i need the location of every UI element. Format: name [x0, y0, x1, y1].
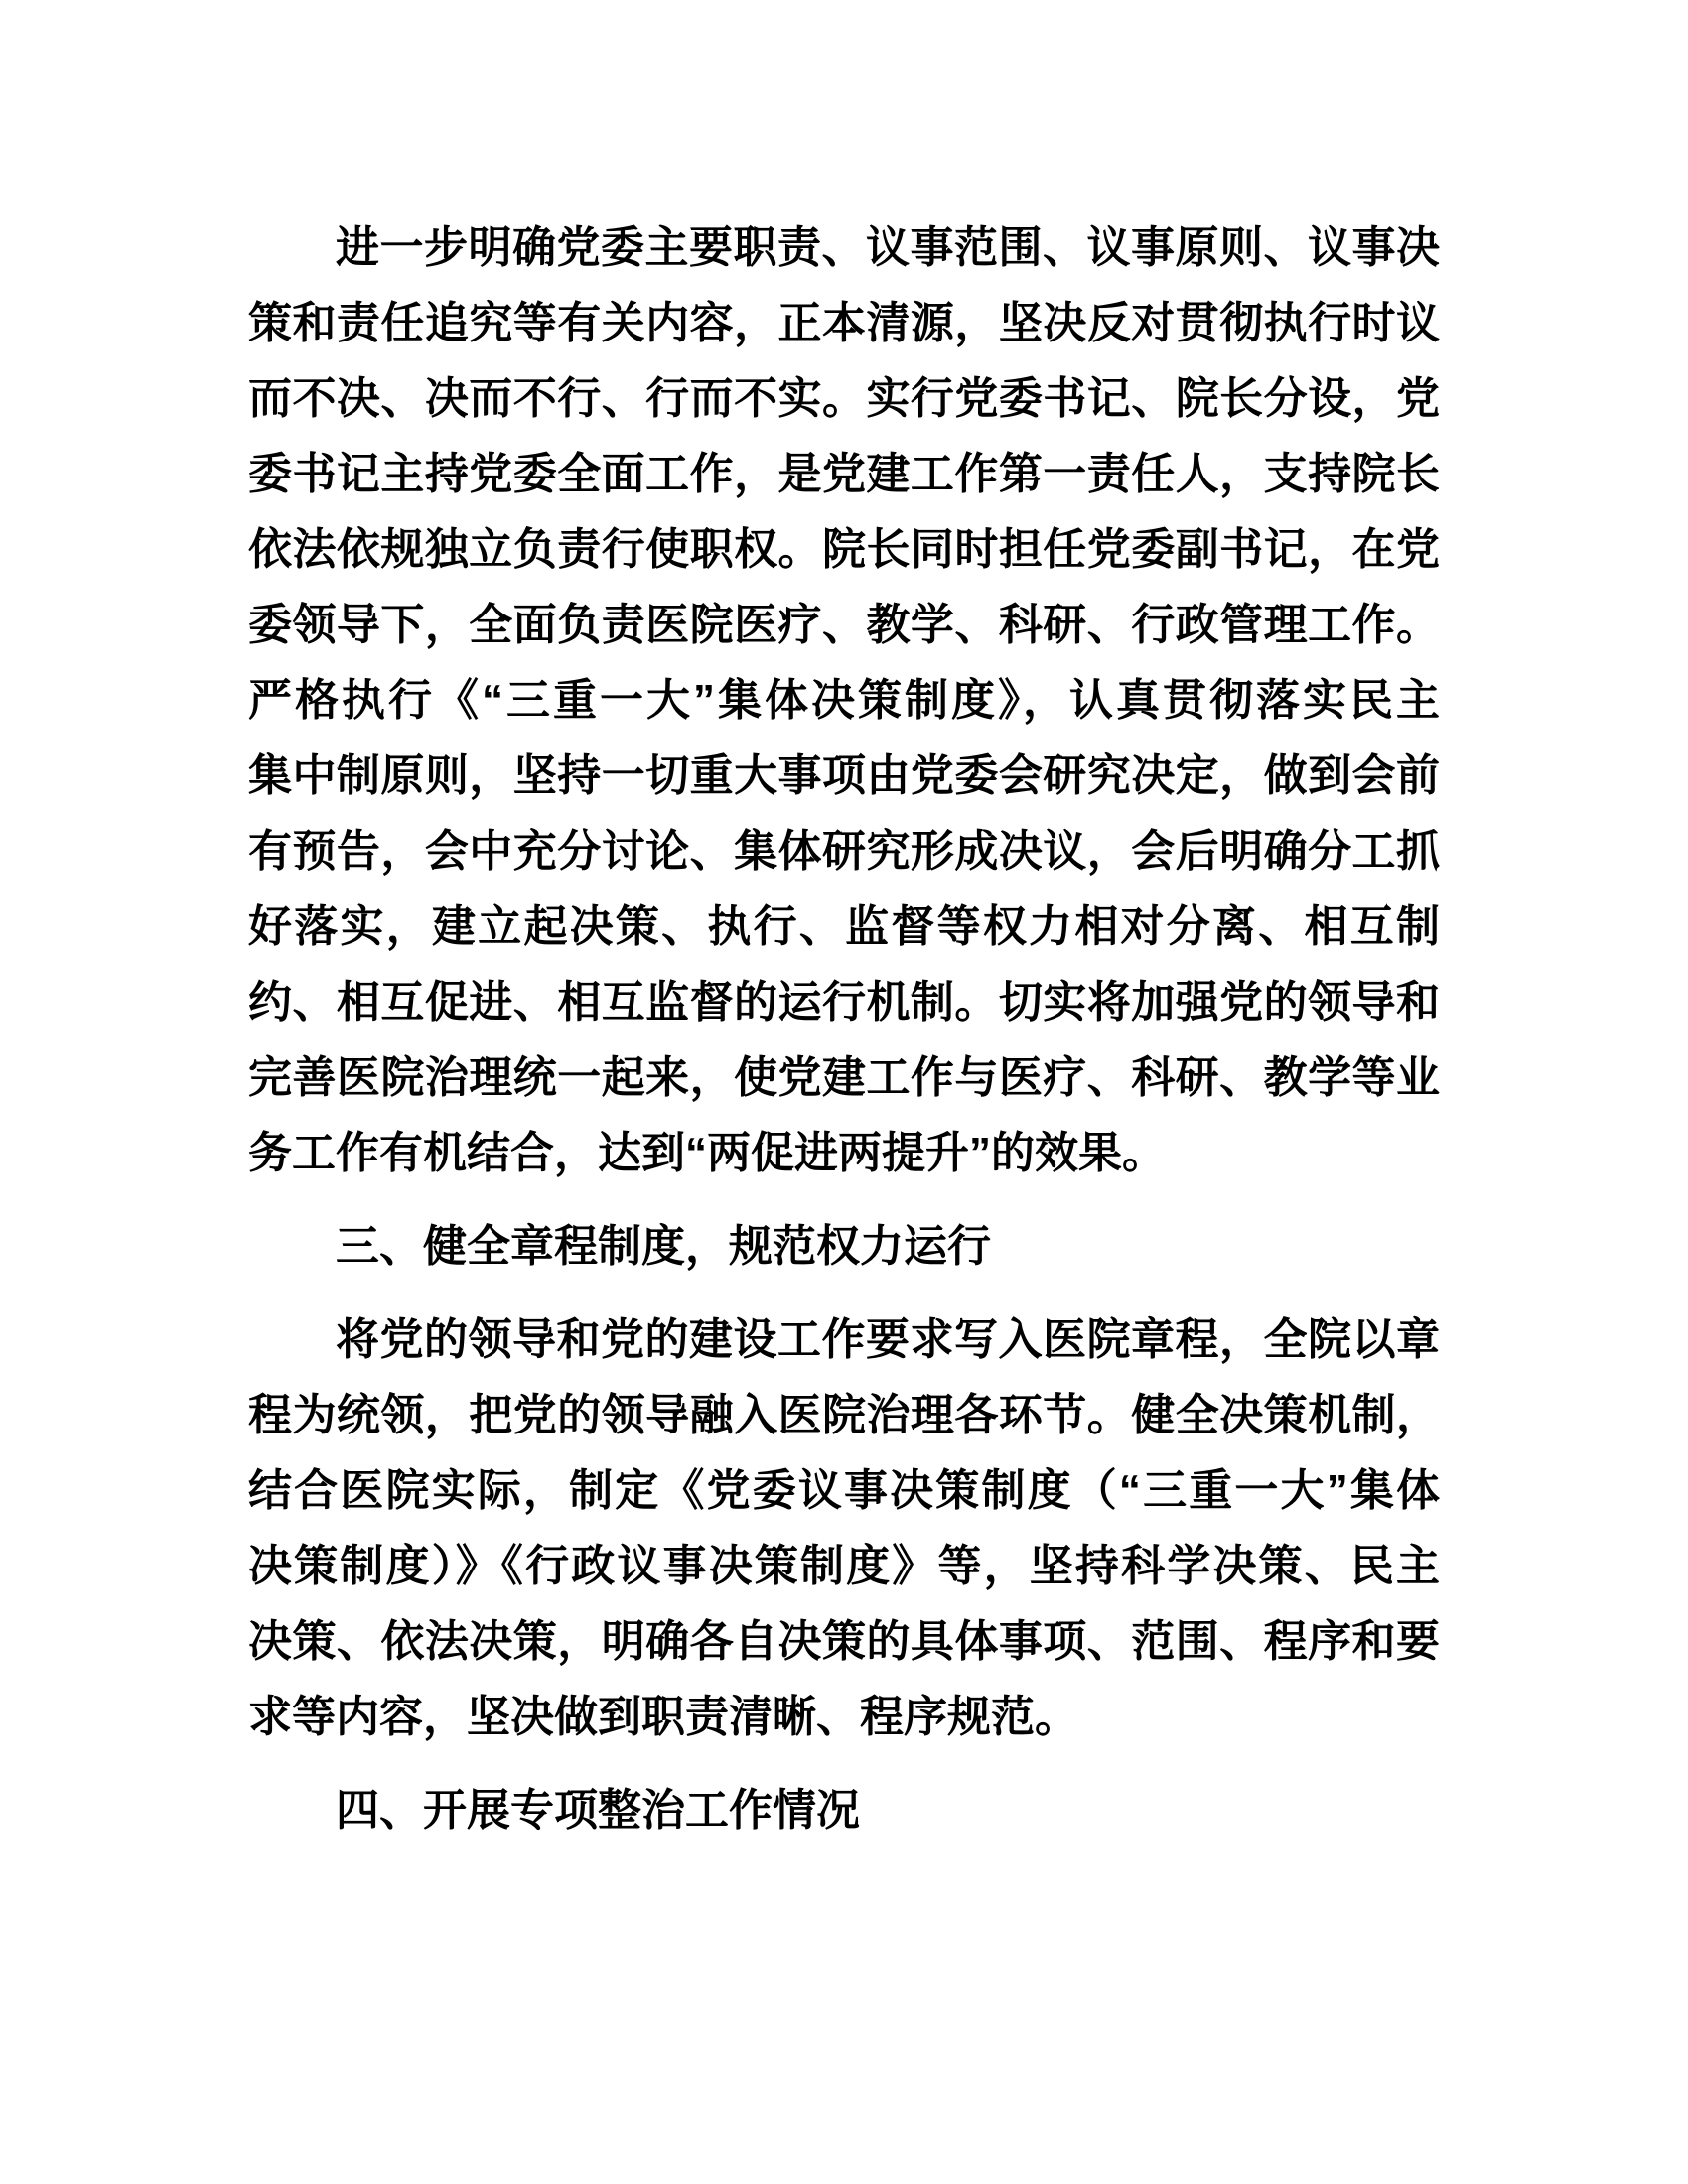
- text-line: 将党的领导和党的建设工作要求写入医院章程，全院以章: [336, 1315, 1440, 1364]
- text-line: 集中制原则，坚持一切重大事项由党委会研究决定，做到会前: [248, 751, 1440, 800]
- text-line: 求等内容，坚决做到职责清晰、程序规范。: [248, 1693, 1078, 1741]
- document-body: [248, 210, 1440, 1866]
- section-heading-4-text: 四、开展专项整治工作情况: [336, 1786, 860, 1835]
- text-line: 好落实，建立起决策、执行、监督等权力相对分离、相互制: [248, 902, 1440, 951]
- section-heading-4: [248, 1773, 1440, 1848]
- section-heading-3-text: 三、健全章程制度，规范权力运行: [336, 1222, 991, 1271]
- text-line: 决策、依法决策，明确各自决策的具体事项、范围、程序和要: [248, 1617, 1440, 1666]
- section-heading-3: [248, 1209, 1440, 1285]
- text-line: 约、相互促进、相互监督的运行机制。切实将加强党的领导和: [248, 978, 1440, 1026]
- text-line: 完善医院治理统一起来，使党建工作与医疗、科研、教学等业: [248, 1053, 1440, 1102]
- text-line: 委领导下，全面负责医院医疗、教学、科研、行政管理工作。: [248, 601, 1440, 649]
- text-line: 依法依规独立负责行使职权。院长同时担任党委副书记，在党: [248, 525, 1440, 574]
- text-line: 决策制度）》《行政议事决策制度》等，坚持科学决策、民主: [248, 1542, 1440, 1590]
- paragraph-2: [248, 1302, 1440, 1755]
- text-line: 进一步明确党委主要职责、议事范围、议事原则、议事决: [336, 223, 1440, 272]
- text-line: 而不决、决而不行、行而不实。实行党委书记、院长分设，党: [248, 374, 1440, 423]
- text-line: 策和责任追究等有关内容，正本清源，坚决反对贯彻执行时议: [248, 299, 1440, 347]
- paragraph-1: [248, 210, 1440, 1191]
- text-line: 务工作有机结合，达到“两促进两提升”的效果。: [248, 1129, 1166, 1177]
- text-line: 程为统领，把党的领导融入医院治理各环节。健全决策机制，: [248, 1391, 1440, 1439]
- text-line: 委书记主持党委全面工作，是党建工作第一责任人，支持院长: [248, 450, 1440, 498]
- text-line: 结合医院实际，制定《党委议事决策制度（“三重一大”集体: [248, 1466, 1440, 1515]
- text-line: 严格执行《“三重一大”集体决策制度》，认真贯彻落实民主: [248, 676, 1440, 725]
- text-line: 有预告，会中充分讨论、集体研究形成决议，会后明确分工抓: [248, 827, 1440, 876]
